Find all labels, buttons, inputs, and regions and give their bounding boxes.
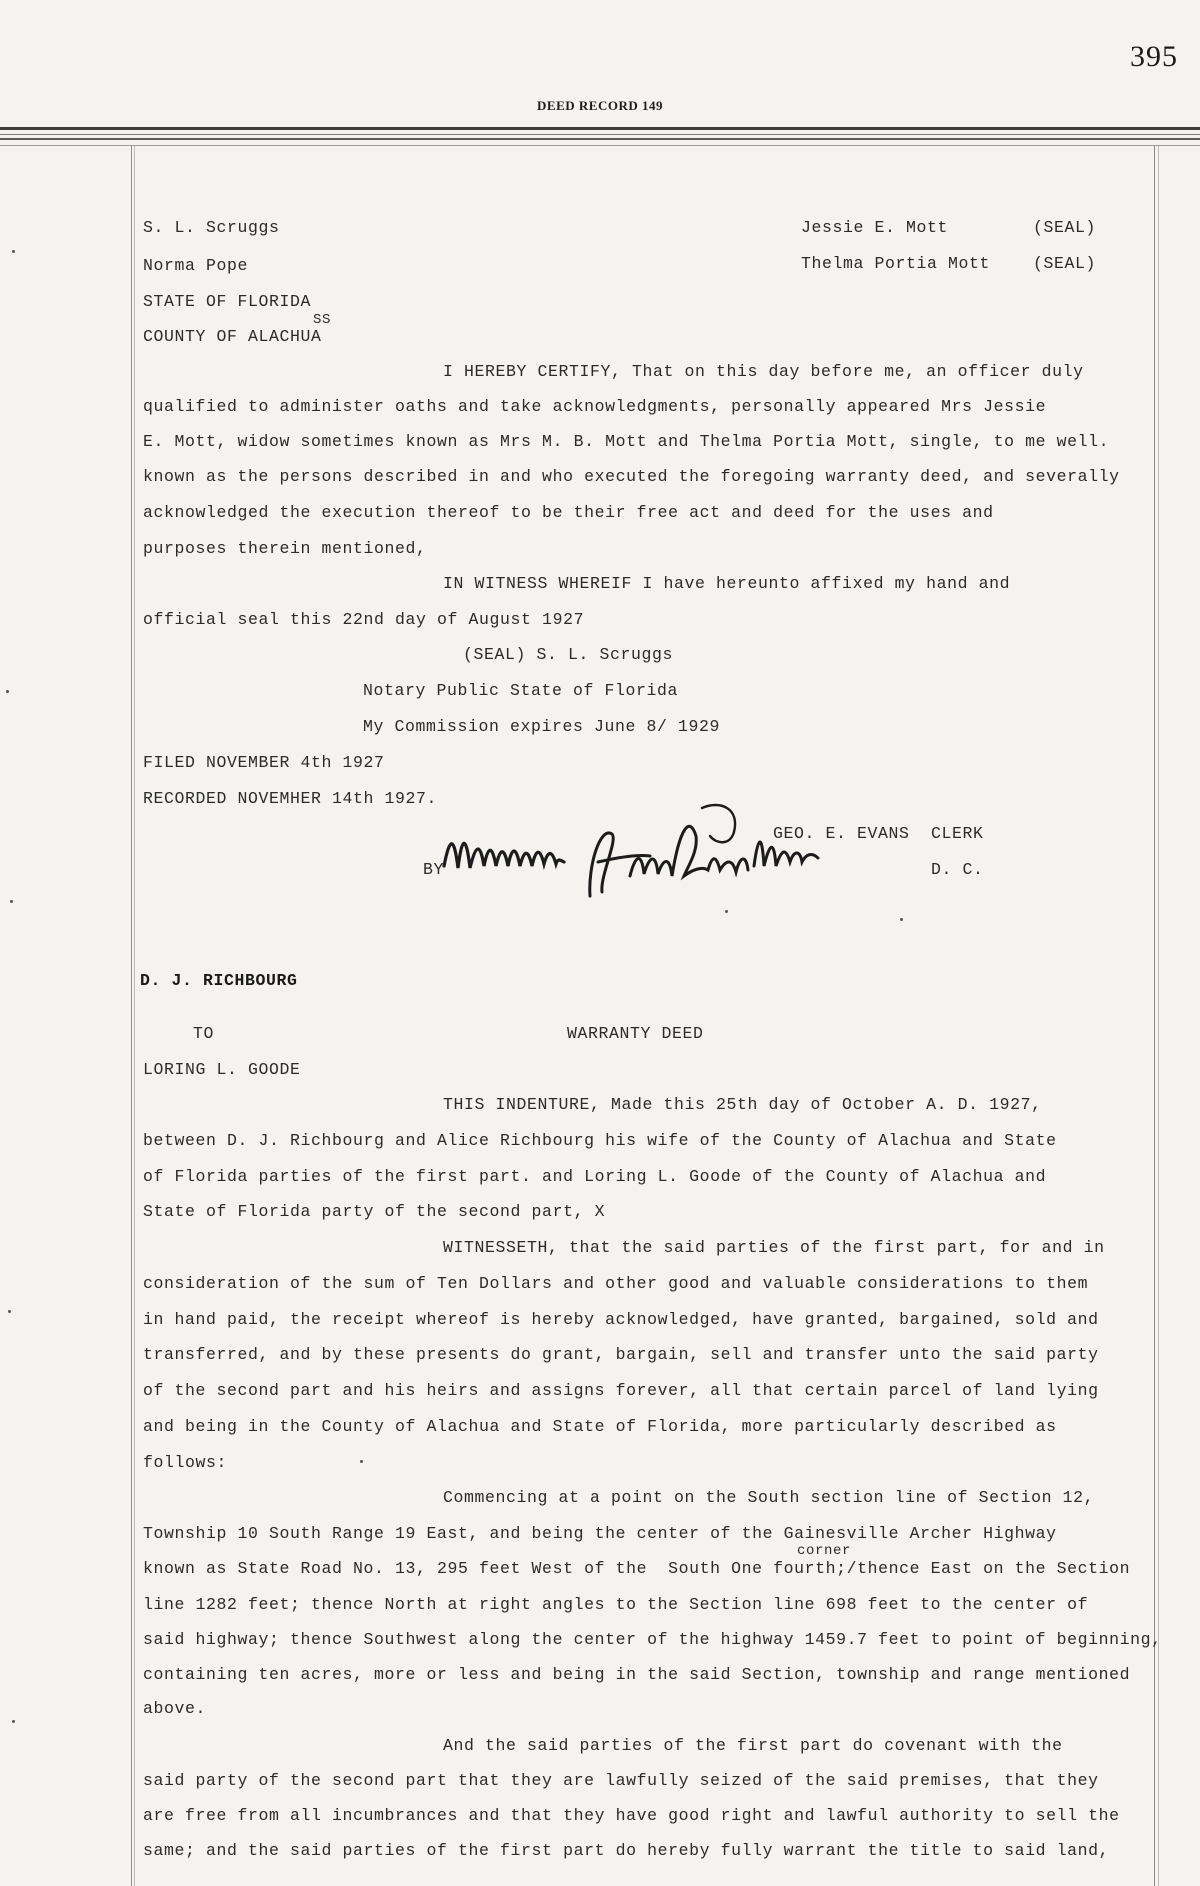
certificate-line: acknowledged the execution thereof to be their free act and deed for the uses and bbox=[143, 503, 994, 522]
grantor-signature: Jessie E. Mott bbox=[801, 218, 949, 237]
page-number: 395 bbox=[1130, 40, 1178, 73]
witness-name: S. L. Scruggs bbox=[143, 218, 280, 237]
scan-speck bbox=[10, 900, 13, 903]
deed-line: and being in the County of Alachua and State of Florida, more particularly described as bbox=[143, 1417, 1057, 1436]
land-description-line: above. bbox=[143, 1699, 207, 1718]
certificate-line: I HEREBY CERTIFY, That on this day before me, an officer duly bbox=[443, 362, 1084, 381]
deed-line: transferred, and by these presents do grant, bargain, sell and transfer unto the said party bbox=[143, 1345, 1099, 1364]
deed-line: WITNESSETH, that the said parties of the first part, for and in bbox=[443, 1238, 1105, 1257]
scan-speck bbox=[12, 1720, 15, 1723]
scan-speck bbox=[12, 250, 15, 253]
filed-date: FILED NOVEMBER 4th 1927 bbox=[143, 753, 385, 772]
land-description-line: line 1282 feet; thence North at right angles to the Section line 698 feet to the center of bbox=[143, 1595, 1089, 1614]
scan-speck bbox=[900, 918, 903, 921]
seal-mark: (SEAL) bbox=[1033, 218, 1097, 237]
certificate-line: qualified to administer oaths and take acknowledgments, personally appeared Mrs Jessie bbox=[143, 397, 1047, 416]
land-description-line: said highway; thence Southwest along the center of the highway 1459.7 feet to point of beginning, bbox=[143, 1630, 1162, 1649]
scan-speck bbox=[8, 1310, 11, 1313]
certificate-line: purposes therein mentioned, bbox=[143, 539, 427, 558]
deed-line: of Florida parties of the first part. and Loring L. Goode of the County of Alachua and bbox=[143, 1167, 1047, 1186]
notary-commission: My Commission expires June 8/ 1929 bbox=[363, 717, 721, 736]
deputy-clerk-signature bbox=[440, 796, 840, 906]
covenant-line: are free from all incumbrances and that they have good right and lawful authority to sell the bbox=[143, 1806, 1120, 1825]
recorded-date: RECORDED NOVEMHER 14th 1927. bbox=[143, 789, 438, 808]
witness-name: Norma Pope bbox=[143, 256, 249, 275]
deed-line: State of Florida party of the second part, X bbox=[143, 1202, 606, 1221]
record-title: DEED RECORD 149 bbox=[537, 98, 663, 113]
by-label: BY bbox=[423, 860, 445, 879]
land-description-line: containing ten acres, more or less and being in the said Section, township and range mentioned bbox=[143, 1665, 1131, 1684]
deed-line: consideration of the sum of Ten Dollars and other good and valuable considerations to them bbox=[143, 1274, 1089, 1293]
interlinear-insertion: corner bbox=[797, 1543, 852, 1559]
land-description-line: Commencing at a point on the South section line of Section 12, bbox=[443, 1488, 1095, 1507]
deed-line: THIS INDENTURE, Made this 25th day of October A. D. 1927, bbox=[443, 1095, 1042, 1114]
venue-ss: SS bbox=[313, 312, 332, 328]
clerk-title: CLERK bbox=[931, 824, 984, 843]
venue-county: COUNTY OF ALACHUA bbox=[143, 327, 322, 346]
certificate-line: known as the persons described in and who executed the foregoing warranty deed, and severally bbox=[143, 467, 1120, 486]
covenant-line: said party of the second part that they are lawfully seized of the said premises, that they bbox=[143, 1771, 1099, 1790]
deputy-clerk-title: D. C. bbox=[931, 860, 984, 879]
grantor-signature: Thelma Portia Mott bbox=[801, 254, 991, 273]
land-description-line: known as State Road No. 13, 295 feet West of the South One fourth;/thence East on the Section bbox=[143, 1559, 1131, 1578]
deed-line: between D. J. Richbourg and Alice Richbourg his wife of the County of Alachua and State bbox=[143, 1131, 1057, 1150]
deed-line: in hand paid, the receipt whereof is hereby acknowledged, have granted, bargained, sold and bbox=[143, 1310, 1099, 1329]
deed-heading: WARRANTY DEED bbox=[567, 1024, 704, 1043]
clerk-name: GEO. E. EVANS bbox=[773, 824, 910, 843]
notary-title: Notary Public State of Florida bbox=[363, 681, 679, 700]
venue-state: STATE OF FLORIDA bbox=[143, 292, 312, 311]
deed-line: follows: bbox=[143, 1453, 228, 1472]
grantor-heading: D. J. RICHBOURG bbox=[140, 971, 298, 990]
to-label: TO bbox=[193, 1024, 215, 1043]
land-description-line: Township 10 South Range 19 East, and being the center of the Gainesville Archer Highway bbox=[143, 1524, 1057, 1543]
scan-speck bbox=[725, 910, 728, 913]
scan-speck bbox=[6, 690, 9, 693]
seal-mark: (SEAL) bbox=[1033, 254, 1097, 273]
certificate-line: E. Mott, widow sometimes known as Mrs M. B. Mott and Thelma Portia Mott, single, to me well. bbox=[143, 432, 1110, 451]
grantee-heading: LORING L. GOODE bbox=[143, 1060, 301, 1079]
certificate-line: official seal this 22nd day of August 1927 bbox=[143, 610, 585, 629]
deed-line: of the second part and his heirs and assigns forever, all that certain parcel of land lying bbox=[143, 1381, 1099, 1400]
covenant-line: And the said parties of the first part do covenant with the bbox=[443, 1736, 1063, 1755]
certificate-line: IN WITNESS WHEREIF I have hereunto affixed my hand and bbox=[443, 574, 1011, 593]
scan-speck bbox=[360, 1460, 363, 1463]
covenant-line: same; and the said parties of the first part do hereby fully warrant the title to said land, bbox=[143, 1841, 1110, 1860]
notary-seal-line: (SEAL) S. L. Scruggs bbox=[463, 645, 674, 664]
